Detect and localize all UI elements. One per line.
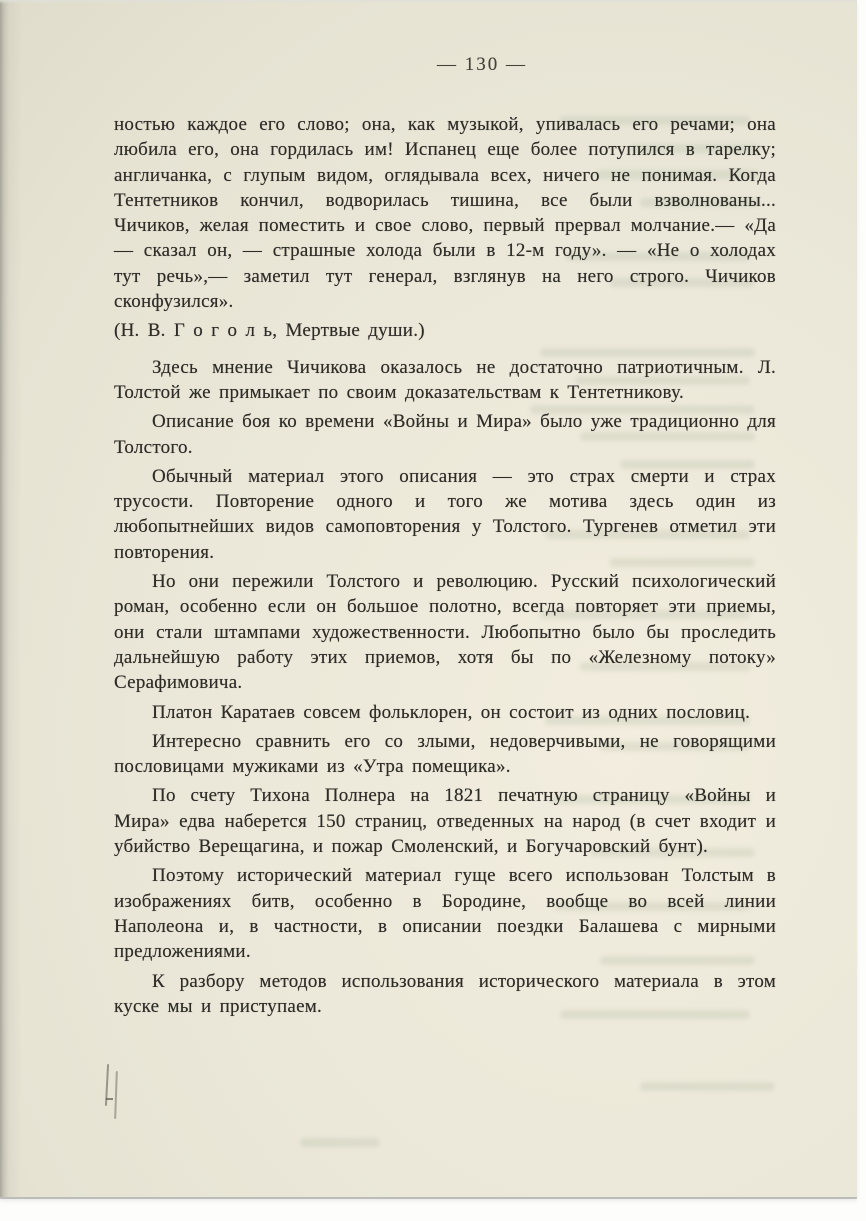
paragraph: Но они пережили Толстого и революцию. Русский психологический роман, особенно если он большое полотно, всегда повторяет эти приемы, они стали штампами художественности. Любопытно было бы проследить дальнейшую работу этих приемов, хотя бы по «Железному потоку» Серафимовича. — [114, 571, 776, 694]
pencil-margin-mark — [114, 1071, 118, 1119]
text-block — [114, 112, 776, 1023]
paragraph: (Н. В. Г о г о л ь, Мертвые души.) — [114, 320, 425, 342]
bleed-through-artifact — [640, 1082, 775, 1091]
paragraph: К разбору методов использования исторического материала в этом куске мы и приступаем. — [114, 970, 776, 1017]
paragraph: По счету Тихона Полнера на 1821 печатную страницу «Войны и Мира» едва наберется 150 страниц, отведенных на народ (в счет входит и убийство Верещагина, и пожар Смоленский, и Богучаровский бунт). — [114, 785, 776, 858]
paragraph: Платон Каратаев совсем фольклорен, он состоит из одних пословиц. — [152, 701, 751, 723]
stray-dash-artifact — [106, 1098, 113, 1100]
bleed-through-artifact — [300, 1138, 380, 1147]
paragraph: Здесь мнение Чичикова оказалось не достаточно патриотичным. Л. Толстой же примыкает по своим доказательствам к Тентетникову. — [114, 356, 776, 403]
paragraph: Описание боя ко времени «Войны и Мира» было уже традиционно для Толстого. — [114, 411, 776, 458]
paragraph: Обычный материал этого описания — это страх смерти и страх трусости. Повторение одного и того же мотива здесь один из любопытнейших видов самоповторения у Толстого. Тургенев отметил эти повторения. — [114, 465, 776, 563]
page-number: — 130 — — [437, 54, 527, 75]
pencil-margin-mark — [105, 1064, 109, 1106]
paragraph: ностью каждое его слово; она, как музыкой, упивалась его речами; она любила его, она гордилась им! Испанец еще более потупился в тарелку; англичанка, с глупым видом, оглядывала всех, ничего не понимая. Когда Тентетников кончил, водворилась тишина, все были взволнованы... Чичиков, желая поместить и свое слово, первый прервал молчание.— «Да — сказал он, — страшные холода были в 12-м году». — «Не о холодах тут речь»,— заметил тут генерал, взглянув на него строго. Чичиков сконфузился». — [114, 114, 776, 313]
paragraph: Поэтому исторический материал гуще всего использован Толстым в изображениях битв, особенно в Бородине, вообще во всей линии Наполеона и, в частности, в описании поездки Балашева с мирными предложениями. — [114, 865, 776, 963]
paragraph: Интересно сравнить его со злыми, недоверчивыми, не говорящими пословицами мужиками из «Утра помещика». — [114, 730, 776, 778]
